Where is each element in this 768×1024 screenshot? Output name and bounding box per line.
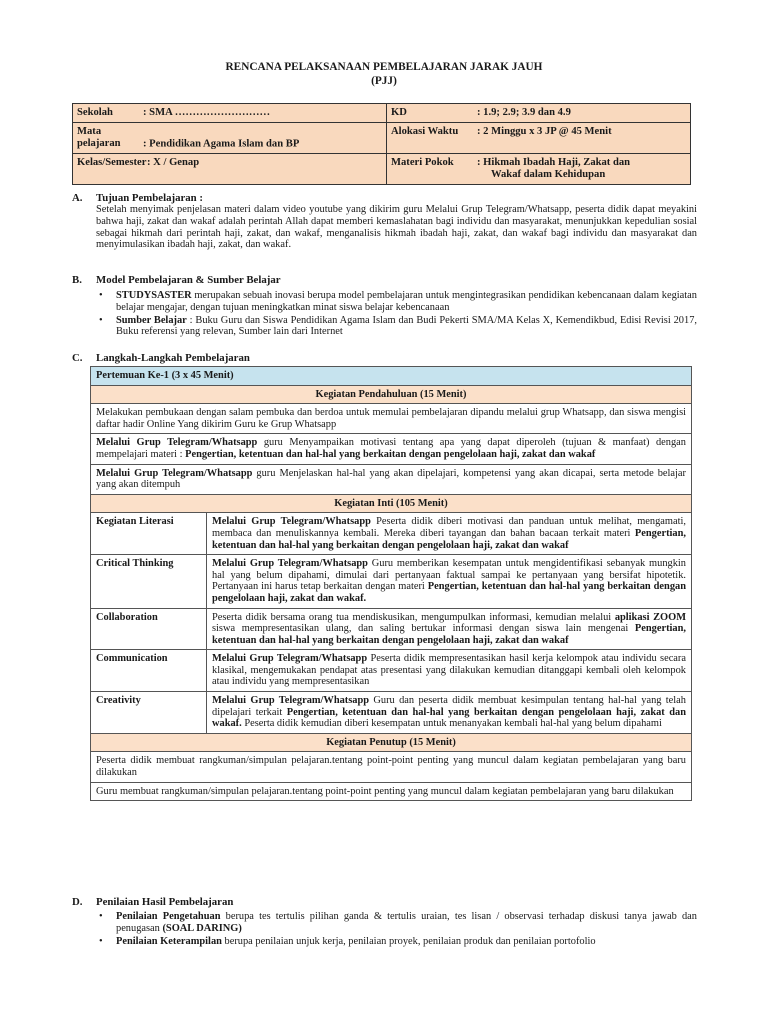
list-item: • STUDYSASTER merupakan sebuah inovasi berupa model pembelajaran untuk mengintegrasikan pendidikan kebencanaan dalam kegiatan belajar mengajar, dengan tujuan meningkatkan minat siswa belajar kebencanaan: [99, 290, 697, 313]
kd-cell: [387, 104, 691, 123]
table-row: [91, 513, 692, 555]
list-item: • Penilaian Pengetahuan berupa tes tertulis pilihan ganda & tertulis uraian, tes lisan / observasi terhadap diskusi tanya jawab dan penugasan (SOAL DARING): [99, 911, 697, 934]
table-row: [91, 692, 692, 734]
identity-table: [72, 103, 691, 185]
mapel-value: : Pendidikan Agama Islam dan BP: [143, 138, 300, 149]
creat-text: Melalui Grup Telegram/Whatsapp Guru dan peserta didik membuat kesimpulan tentang hal-hal yang telah dipelajari terkait Pengertian, ketentuan dan hal-hal yang berkaitan dengan pengelolaan haji, zakat dan wakaf. Peserta didik kemudian diberi kesempatan untuk menanyakan kembali hal-hal yang belum dipahami: [207, 692, 692, 734]
kelas-label: Kelas/Semester: [77, 156, 147, 168]
kelas-value: : X / Genap: [147, 156, 200, 168]
penutup-header: Kegiatan Penutup (15 Menit): [91, 733, 692, 752]
materi-value-1: : Hikmah Ibadah Haji, Zakat dan: [477, 156, 631, 168]
alokasi-value: : 2 Minggu x 3 JP @ 45 Menit: [477, 125, 612, 137]
alokasi-label: Alokasi Waktu: [391, 125, 459, 137]
kelas-cell: [73, 153, 387, 184]
sekolah-label: Sekolah: [77, 107, 113, 118]
inti-header: Kegiatan Inti (105 Menit): [91, 494, 692, 513]
section-b-heading: B. Model Pembelajaran & Sumber Belajar: [72, 274, 281, 286]
pendahuluan-row-3: Melalui Grup Telegram/Whatsapp guru Menjelaskan hal-hal yang akan dipelajari, kompetensi yang akan dicapai, serta metode belajar yang akan ditempuh: [91, 464, 692, 494]
pendahuluan-row-1: Melakukan pembukaan dengan salam pembuka dan berdoa untuk memulai pembelajaran dipandu melalui grup Whatsapp, dan siswa mengisi daftar hadir Online Yang dikirim Guru ke Grup Whatsapp: [91, 404, 692, 434]
section-a-heading: A. Tujuan Pembelajaran :: [72, 192, 203, 204]
list-item: • Sumber Belajar : Buku Guru dan Siswa Pendidikan Agama Islam dan Budi Pekerti SMA/MA Kelas X, Kemendikbud, Edisi Revisi 2017, Buku referensi yang relevan, Sumber lain dari Internet: [99, 314, 697, 338]
sekolah-value: : SMA ………………………: [143, 107, 271, 118]
document-title: RENCANA PELAKSANAAN PEMBELAJARAN JARAK JAUH: [225, 61, 543, 73]
section-d-list: [96, 911, 697, 948]
section-d-heading: D. Penilaian Hasil Pembelajaran: [72, 896, 234, 908]
table-row: [91, 650, 692, 692]
table-row: [91, 608, 692, 650]
materi-value-2: Wakaf dalam Kehidupan: [491, 169, 606, 180]
literasi-label: Kegiatan Literasi: [91, 513, 207, 555]
kd-label: KD: [391, 107, 407, 118]
penutup-row-2: Guru membuat rangkuman/simpulan pelajaran.tentang point-point penting yang muncul dalam kegiatan pembelajaran yang baru dilakukan: [91, 782, 692, 801]
table-row: [91, 555, 692, 608]
critical-text: Melalui Grup Telegram/Whatsapp Guru memberikan kesempatan untuk mengidentifikasi sebanyak mungkin hal yang belum dipahami, dimulai dari pertanyaan faktual sampai ke pertanyaan yang bersifat hipotetik. Pertanyaan ini harus tetap berkaitan dengan materi Pengertian, ketentuan dan hal-hal yang berkaitan dengan pengelolaan haji, zakat dan wakaf.: [207, 555, 692, 608]
materi-cell: [387, 153, 691, 184]
collab-text: Peserta didik bersama orang tua mendiskusikan, mengumpulkan informasi, kemudian melalui aplikasi ZOOM siswa mempresentasikan ulang, dan saling bertukar informasi dengan siswa lain mengenai Pengertian, ketentuan dan hal-hal yang berkaitan dengan pengelolaan haji, zakat dan wakaf: [207, 608, 692, 650]
document-subtitle: (PJJ): [371, 75, 397, 87]
creat-label: Creativity: [91, 692, 207, 734]
kd-value: : 1.9; 2.9; 3.9 dan 4.9: [477, 107, 571, 118]
critical-label: Critical Thinking: [91, 555, 207, 608]
literasi-text: Melalui Grup Telegram/Whatsapp Peserta didik diberi motivasi dan panduan untuk melihat, mengamati, membaca dan menuliskannya kembali. Mereka diberi tayangan dan bahan bacaan terkait materi Pengertian, ketentuan dan hal-hal yang berkaitan dengan pengelolaan haji, zakat dan wakaf: [207, 513, 692, 555]
collab-label: Collaboration: [91, 608, 207, 650]
materi-label: Materi Pokok: [391, 156, 454, 168]
pendahuluan-header: Kegiatan Pendahuluan (15 Menit): [91, 385, 692, 404]
steps-table: [90, 366, 692, 801]
mapel-label: Mata pelajaran: [77, 125, 121, 149]
section-b-list: [96, 290, 697, 339]
sekolah-cell: [73, 104, 387, 123]
pendahuluan-row-2: Melalui Grup Telegram/Whatsapp guru Menyampaikan motivasi tentang apa yang dapat diperoleh (tujuan & manfaat) dengan mempelajari materi : Pengertian, ketentuan dan hal-hal yang berkaitan dengan pengelolaan haji, zakat dan wakaf: [91, 434, 692, 464]
mapel-cell: [73, 122, 387, 153]
comm-text: Melalui Grup Telegram/Whatsapp Peserta didik mempresentasikan hasil kerja kelompok atau individu secara klasikal, mengemukakan pendapat atas presentasi yang dilakukan kemudian ditanggapi kembali oleh kelompok atau individu yang mempresentasikan: [207, 650, 692, 692]
penutup-row-1: Peserta didik membuat rangkuman/simpulan pelajaran.tentang point-point penting yang muncul dalam kegiatan pembelajaran yang baru dilakukan: [91, 752, 692, 782]
section-c-heading: C. Langkah-Langkah Pembelajaran: [72, 352, 250, 364]
section-a-text: Setelah menyimak penjelasan materi dalam video youtube yang dikirim guru Melalui Grup Telegram/Whatsapp, peserta didik dapat meyakini bahwa haji, zakat dan wakaf adalah perintah Allah dapat memberi kemaslahatan bagi individu dan masyarakat, menunjukkan kepedulian sosial sebagai hikmah dari perintah haji, zakat, dan wakaf, menganalisis hikmah ibadah haji, zakat, dan wakaf bagi individu dan masyarakat dan menyimulasikan ibadah haji, zakat, dan wakaf.: [96, 204, 697, 251]
alokasi-cell: [387, 122, 691, 153]
list-item: • Penilaian Keterampilan berupa penilaian unjuk kerja, penilaian proyek, penilaian produk dan penilaian portofolio: [99, 935, 596, 947]
pertemuan-header: Pertemuan Ke-1 (3 x 45 Menit): [91, 367, 692, 386]
comm-label: Communication: [91, 650, 207, 692]
